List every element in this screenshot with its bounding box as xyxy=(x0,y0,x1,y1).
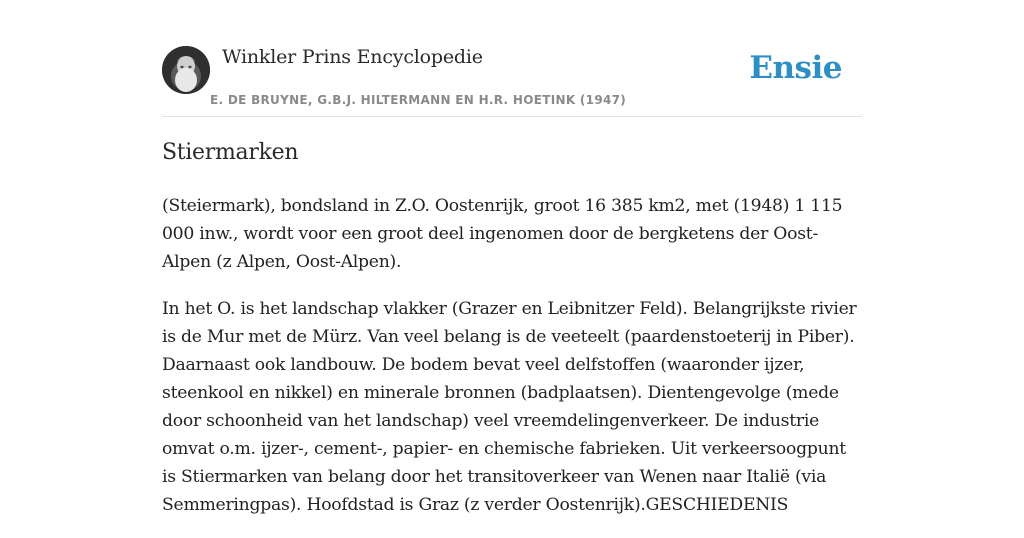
article-title: Stiermarken xyxy=(162,140,299,165)
article-paragraph: In het O. is het landschap vlakker (Grazer en Leibnitzer Feld). Belangrijkste rivier is de Mur met de Mürz. Van veel belang is de veeteelt (paardenstoeterij in Piber). Daarnaast ook landbouw. De bodem bevat veel delfstoffen (waaronder ijzer, steenkool en nikkel) en minerale bronnen (badplaatsen). Dientengevolge (mede door schoonheid van het landschap) veel vreemdelingenverkeer. De industrie omvat o.m. ijzer-, cement-, papier- en chemische fabrieken. Uit verkeersoogpunt is Stiermarken van belang door het transitoverkeer van Wenen naar Italië (via Semmeringpas). Hoofdstad is Graz (z verder Oostenrijk).GESCHIEDENIS xyxy=(162,299,857,515)
article-paragraph: (Steiermark), bondsland in Z.O. Oostenrijk, groot 16 385 km2, met (1948) 1 115 000 inw., wordt voor een groot deel ingenomen door de bergketens der Oost-Alpen (z Alpen, Oost-Alpen). xyxy=(162,196,843,272)
brand-logo[interactable]: Ensie xyxy=(749,50,842,86)
author-portrait-avatar[interactable] xyxy=(162,46,210,94)
site-title[interactable]: Winkler Prins Encyclopedie xyxy=(222,46,483,68)
article-body xyxy=(162,192,862,538)
site-header xyxy=(162,46,862,117)
authors-credit: E. DE BRUYNE, G.B.J. HILTERMANN EN H.R. HOETINK (1947) xyxy=(210,93,627,107)
portrait-icon xyxy=(162,46,210,94)
